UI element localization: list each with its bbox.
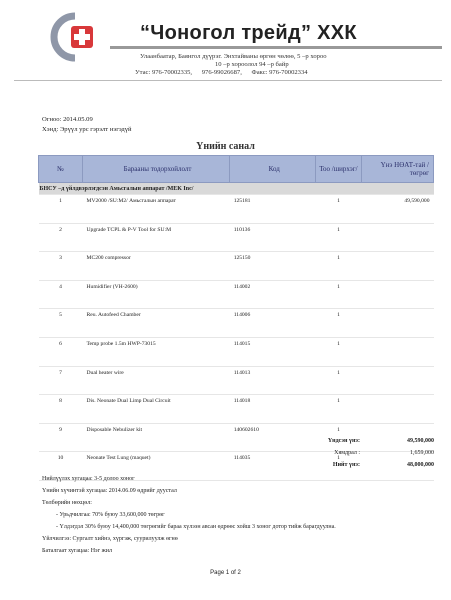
cell-price (361, 223, 433, 252)
cell-code: 125181 (230, 195, 316, 224)
cell-code: 114006 (230, 309, 316, 338)
col-header-price: Үнэ НӨАТ-тай /төгрөг (361, 156, 433, 183)
phone-2: 976-99026687, (201, 69, 242, 76)
discount-value: 1,659,000 (410, 450, 434, 456)
cell-description: Dual heater wire (82, 366, 229, 395)
cell-no: 8 (39, 395, 83, 424)
cell-quantity: 1 (316, 423, 361, 452)
cell-code: 140602610 (230, 423, 316, 452)
cell-description: Humidifier (VH-2600) (82, 280, 229, 309)
cell-description: Reu. Autofeed Chamber (82, 309, 229, 338)
fax: Факс: 976-70002334 (251, 69, 308, 76)
address-line-2: 10 –р хороолол 94 –р байр (215, 61, 289, 68)
recipient: Хэнд: Эрүүл урс гэрэлт нэгэдүй (42, 126, 132, 133)
cell-quantity: 1 (316, 280, 361, 309)
cell-no: 1 (39, 195, 83, 224)
total-label: Нийт үнэ: (332, 462, 360, 468)
cell-price (361, 366, 433, 395)
cell-price (361, 309, 433, 338)
cell-description: Temp probe 1.5m HWP-73015 (82, 337, 229, 366)
col-header-quantity: Тоо /ширхэг/ (316, 156, 361, 183)
payment-title: Төлбөрийн нөхцөл: (42, 500, 92, 506)
address-line-1: Улаанбаатар, Баянгол дүүрэг. Энхтайваны өргөн чөлөө, 5 –р хороо (140, 53, 327, 60)
page-number: Page 1 of 2 (210, 570, 241, 576)
cell-quantity: 1 (316, 366, 361, 395)
cell-quantity: 1 (316, 252, 361, 281)
cell-no: 5 (39, 309, 83, 338)
cell-description: Neonate Test Lung (maquet) (82, 452, 229, 481)
table-row (39, 252, 434, 281)
subtotal-label: Үндсэн үнэ: (327, 438, 360, 444)
cell-no: 9 (39, 423, 83, 452)
medical-cross-logo-icon (50, 12, 100, 62)
cell-code: 110136 (230, 223, 316, 252)
delivery-note: Нийлүүлэх хугацаа: 3-5 долоо хоног (42, 476, 135, 482)
col-header-code: Код (230, 156, 316, 183)
service-note: Үйлчилгээ: Сургалт хийнэ, хүргэж, суурилуулж өгнө (42, 536, 178, 542)
cell-price (361, 337, 433, 366)
quotation-table (38, 155, 434, 481)
payment-term-2: - Үлдэгдэл 30% буюу 14,400,000 төгрөгийг бараа хүлээн авсан өдрөөс хойш 3 хоног дотор тийж барагдуулна. (56, 524, 336, 530)
warranty-note: Баталгаат хугацаа: Нэг жил (42, 548, 112, 554)
cell-no: 3 (39, 252, 83, 281)
table-row (39, 309, 434, 338)
cell-description: MV2000 /SU:M2/ Амьсгалын аппарат (82, 195, 229, 224)
cell-quantity: 1 (316, 223, 361, 252)
company-logo (50, 12, 100, 62)
header-rule (110, 46, 442, 49)
cell-no: 7 (39, 366, 83, 395)
col-header-no: № (39, 156, 83, 183)
cell-code: 114013 (230, 366, 316, 395)
cell-price (361, 395, 433, 424)
phone-1: Утас: 976-70002335, (135, 69, 193, 76)
table-group-row (39, 183, 434, 195)
cell-quantity: 1 (316, 309, 361, 338)
cell-code: 114002 (230, 280, 316, 309)
cell-no: 2 (39, 223, 83, 252)
cell-description: Disposable Nebulizer kit (82, 423, 229, 452)
discount-label: Хямдрал : (334, 450, 360, 456)
cell-code: 125150 (230, 252, 316, 281)
cell-code: 114035 (230, 452, 316, 481)
table-row (39, 337, 434, 366)
cell-code: 114018 (230, 395, 316, 424)
contact-line (135, 69, 316, 76)
group-label: БНСУ –д үйлдвэрлэгдсэн Амьсгалын аппарат /MEK Inc/ (39, 183, 434, 195)
cell-no: 10 (39, 452, 83, 481)
cell-description: MC200 compressor (82, 252, 229, 281)
cell-price: 49,590,000 (361, 195, 433, 224)
cell-no: 4 (39, 280, 83, 309)
table-row (39, 195, 434, 224)
header-divider (14, 80, 442, 81)
cell-price (361, 280, 433, 309)
table-row (39, 280, 434, 309)
cell-quantity: 1 (316, 195, 361, 224)
payment-term-1: - Урьдчилгаа: 70% буюу 33,600,000 төгрөг (56, 512, 165, 518)
table-row (39, 366, 434, 395)
company-name: “Чоногол трейд” ХХК (140, 22, 357, 44)
cell-code: 114015 (230, 337, 316, 366)
table-row (39, 395, 434, 424)
cell-description: Upgrade TCPL & P-V Tool for SU:M (82, 223, 229, 252)
col-header-description: Барааны тодорхойлолт (82, 156, 229, 183)
cell-description: Dis. Neonate Dual Limp Dual Circuit (82, 395, 229, 424)
table-row (39, 223, 434, 252)
subtotal-value: 49,590,000 (407, 438, 434, 444)
document-title: Үнийн санал (196, 141, 255, 152)
validity-note: Үнийн хүчинтэй хугацаа: 2014.06.09 өдрийг дуустал (42, 488, 177, 494)
cell-no: 6 (39, 337, 83, 366)
document-date: Огноо: 2014.05.09 (42, 116, 93, 123)
cell-quantity: 1 (316, 395, 361, 424)
total-value: 48,000,000 (407, 462, 434, 468)
cell-price (361, 252, 433, 281)
cell-quantity: 1 (316, 337, 361, 366)
table-header-row (39, 156, 434, 183)
cell-quantity: 1 (316, 452, 361, 481)
